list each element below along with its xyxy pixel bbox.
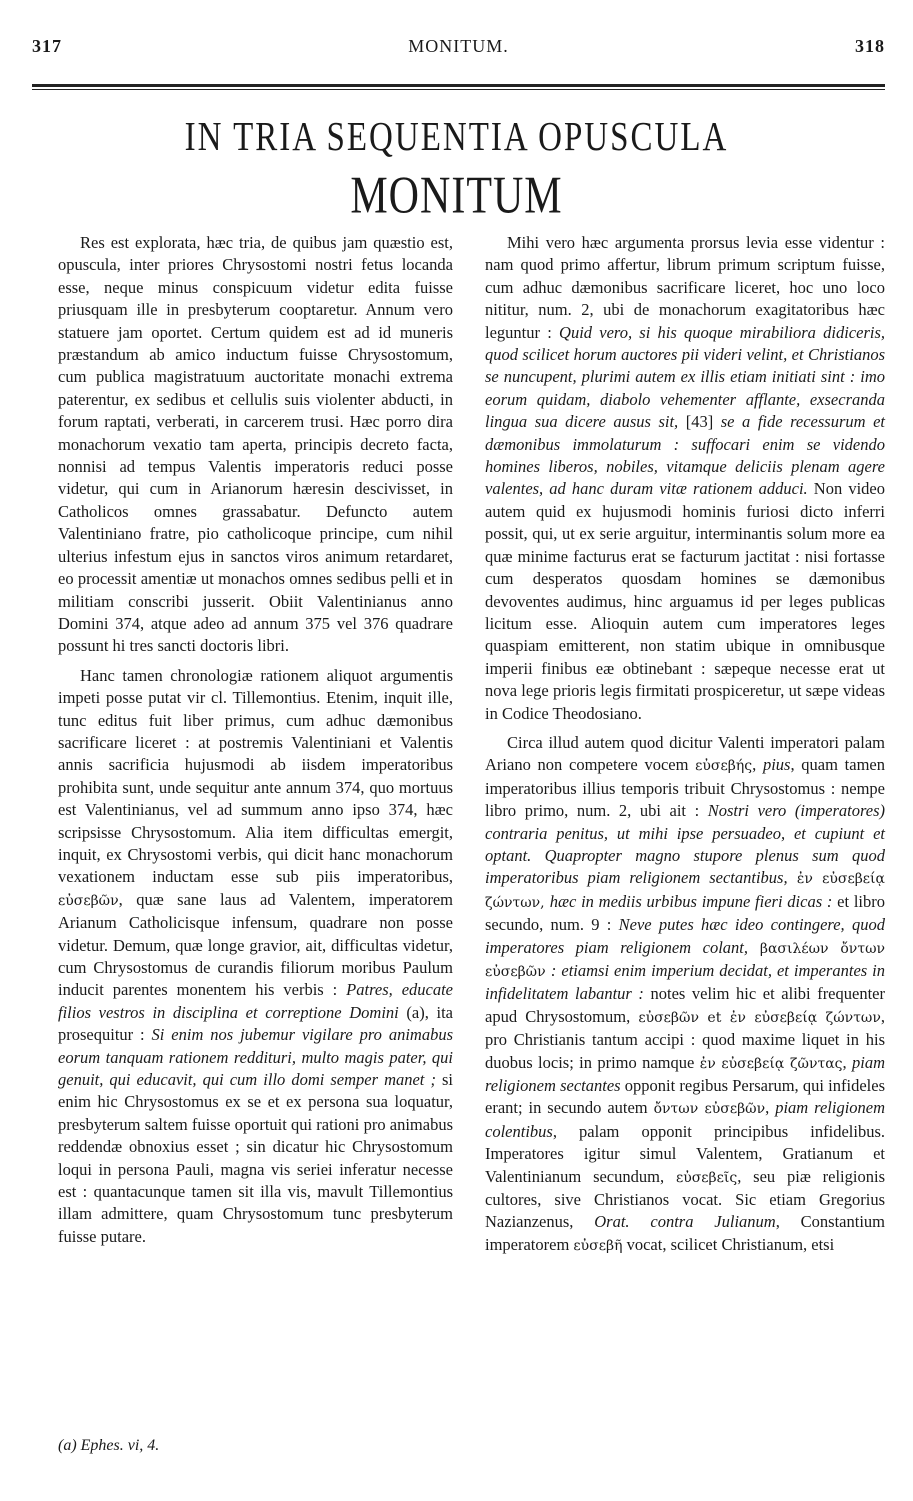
header-rule-thick <box>32 84 885 87</box>
greek-text: εὐσεβεῖς <box>675 1169 738 1186</box>
italic-citation: Orat. contra Julianum <box>594 1212 776 1232</box>
running-title: MONITUM. <box>408 36 509 56</box>
greek-text: εὐσεβῆ <box>573 1237 623 1254</box>
text-run: , pro Christianis tantum accipi : quod maxime liquet in his duobus locis; in primo namque <box>485 1006 885 1072</box>
greek-text: εὐσεβῶν et ἐν εὐσεβείᾳ ζώντων <box>638 1009 881 1026</box>
italic-quote: hæc in mediis urbibus impune fieri dicas : <box>549 891 833 911</box>
page-number-right: 318 <box>855 36 885 56</box>
text-run: (a), ita prosequitur : <box>58 1002 453 1045</box>
header-rule-thin <box>32 89 885 90</box>
greek-text: ὄντων εὐσεβῶν <box>653 1101 766 1118</box>
right-column <box>485 232 885 1264</box>
italic-quote: piam religionem colentibus <box>485 1098 886 1141</box>
greek-text: εὐσεβῶν <box>58 892 119 909</box>
right-paragraph-2 <box>485 732 885 1257</box>
italic-quote: se a fide recessurum et dæmonibus immolaturum : suffocari enim se videndo homines liberos, nobiles, vitamque deliciis plenam agere valentes, ad hanc duram vitæ rationem adduci. <box>485 412 886 499</box>
italic-word: pius <box>762 755 791 775</box>
text-run: Non video autem quid ex hujusmodi hominis furiosi dicto inferri possit, qui, ut ex serie arguitur, interminantis solum more ea quæ minime facturus erat se facturum jactitat : nisi fortasse cum desperatos quosdam homines se dæmonibus devoventes audimus, hinc arguamus id per leges publicas licitum esse. Alioquin autem cum imperatores leges quaspiam emitterent, non statim ubique in omnibusque imperii finibus eæ obtinebant : sæpeque necesse erat ut nova lege prioris legis firmitati prospiceretur, ut sæpe videas in Codice Theodosiano. <box>485 479 885 723</box>
text-run: , <box>842 1052 852 1072</box>
left-paragraph-1: Res est explorata, hæc tria, de quibus jam quæstio est, opuscula, inter priores Chrysostomi nostri fetus locanda esse, neque minus conspicuum videtur edita fuisse priusquam ille in presbyterum cooptaretur. Annum vero statuere jam oportet. Certum quidem est ad id muneris præstandum ab amico inductum fuisse Chrysostomum, cum publica magistratuum auctoritate monachi extrema paterentur, ex sedibus et cellulis suis violenter abducti, in forum raptati, verberati, in carcerem trusi. Hæc porro dira monachorum vexatio tam aperta, principis decreto facta, nonnisi ad tempus Valentis imperatoris reduci posse videtur, qui cum in Arianorum hæresin descivisset, in Catholicos omnes grassabatur. Defuncto autem Valentiniano fratre, pio catholicoque principe, cum nihil ulterius infestum ejus in sanctos viros animum retardaret, eo processit amentiæ ut monachos omnes sedibus pelli et in militiam conscribi jusserit. Obiit Valentinianus anno Domini 374, atque adeo ad annum 375 vel 376 quadrare possunt hi tres sancti doctoris libri. <box>58 233 453 656</box>
title-line-2: MONITUM <box>350 167 563 225</box>
text-run: notes velim hic et alibi frequenter apud Chrysostomum, <box>485 984 885 1026</box>
text-run: , quam tamen imperatoribus illius temporis tribuit Chrysostomus : nempe libro primo, num. 2, ubi ait : <box>485 755 886 821</box>
text-run: et libro secundo, num. 9 : <box>485 891 885 935</box>
text-run: , <box>765 1098 776 1118</box>
greek-text: ἐν εὐσεβείᾳ ζῶντας <box>699 1055 843 1072</box>
italic-quote: piam religionem sectantes <box>485 1052 885 1096</box>
italic-quote: Patres, educate filios vestros in disciplina et correptione Domini <box>58 980 453 1022</box>
italic-quote: : etiamsi enim imperium decidat, et imperantes in infidelitatem labantur : <box>485 961 886 1004</box>
right-paragraph-1 <box>485 232 885 725</box>
text-run: opponit regibus Persarum, qui infideles erant; in secundo autem <box>485 1076 885 1118</box>
title-line-1: IN TRIA SEQUENTIA OPUSCULA <box>184 115 729 160</box>
italic-quote: Neve putes hæc ideo contingere, quod imperatores piam religionem colant, <box>485 915 885 957</box>
italic-quote: Quid vero, si his quoque mirabiliora didiceris, quod scilicet horum auctores pii videri velint, et Christianos se nuncupent, plurimi autem ex illis etiam initiati sint : imo eorum quidam, diabolo vehementer afflante, exsecranda lingua sua dicere ausus sit, <box>485 322 885 432</box>
page-header <box>32 36 885 64</box>
italic-quote: Si enim nos jubemur vigilare pro animabus eorum tanquam rationem reddituri, multo magis pater, qui genuit, qui educavit, qui cum illo domi semper manet ; <box>58 1025 453 1090</box>
greek-text: εὐσεβής <box>695 758 753 775</box>
text-run: Hanc tamen chronologiæ rationem aliquot argumentis impeti posse putat vir cl. Tillemontius. Etenim, inquit ille, tunc editus fuit liber primus, cum adhuc dæmonibus sacrificare liceret : at postremis Valentiniani et Valentis annis sacrificia hujusmodi ab iisdem imperatoribus prohibita sunt, unde sequitur ante annum 374, quo mortuus est Valentinianus, vel ad summum anno ipso 374, hæc scripsisse Chrysostomum. Alia item difficultas emergit, inquit, ex Chrysostomi verbis, qui dicit hanc monachorum vexationem inductam esse sub piis imperatoribus, <box>58 665 453 887</box>
text-run: [43] <box>678 412 721 432</box>
text-run: Mihi vero hæc argumenta prorsus levia esse videntur : nam quod primo affertur, librum primum scriptum fuisse, cum adhuc dæmonibus sacrificare liceret, hoc uno loco nititur, num. 2, ubi de monachorum exagitatoribus hæc leguntur : <box>485 233 885 342</box>
greek-text: ἐν εὐσεβείᾳ ζώντων, <box>485 871 885 911</box>
left-column <box>58 232 453 1255</box>
text-run: , quæ sane laus ad Valentem, imperatorem Arianum Catholicisque infensum, quadrare non posse videtur. Demum, quæ longe gravior, ait, difficultas videtur, cum Chrysostomus de curandis filiorum moribus Paulum inducit parentes monentem his verbis : <box>58 889 453 1000</box>
page-number-left: 317 <box>32 36 62 56</box>
text-run: Circa illud autem quod dicitur Valenti imperatori palam Ariano non competere vocem <box>485 732 885 775</box>
text-run: , seu piæ religionis cultores, sive Christianos vocat. Sic etiam Gregorius Nazianzenus, <box>485 1166 885 1232</box>
italic-quote: Nostri vero (imperatores) contraria penitus, ut mihi ipse persuadeo, et cupiunt et optant. Quapropter magno stupore plenus sum quod imperatoribus piam religionem sectantibus, <box>485 801 885 888</box>
text-run: , <box>752 755 763 775</box>
left-paragraph-2 <box>58 665 453 1249</box>
text-run: , Constantium imperatorem <box>485 1212 885 1254</box>
text-run: si enim hic Chrysostomus ex se et ex persona sua loquatur, presbyterum saltem fuisse oportuit qui rationi pro animabus reddendæ obnoxius esset ; sin dicatur hic Chrysostomum loqui in persona Pauli, magna vis seriei inferatur necesse est : quantacunque tamen sit illa vis, mavult Tillemontius illam admittere, quam Chrysostomum tunc presbyterum fuisse putare. <box>58 1070 453 1246</box>
text-run: vocat, scilicet Christianum, etsi <box>622 1234 835 1254</box>
text-run: , palam opponit principibus infidelibus. Imperatores igitur simul Valentem, Gratianum et Valentinianum secundum, <box>485 1121 885 1186</box>
greek-text: βασιλέων ὄντων εὐσεβῶν <box>485 940 885 980</box>
footnote: (a) Ephes. vi, 4. <box>58 1437 160 1454</box>
